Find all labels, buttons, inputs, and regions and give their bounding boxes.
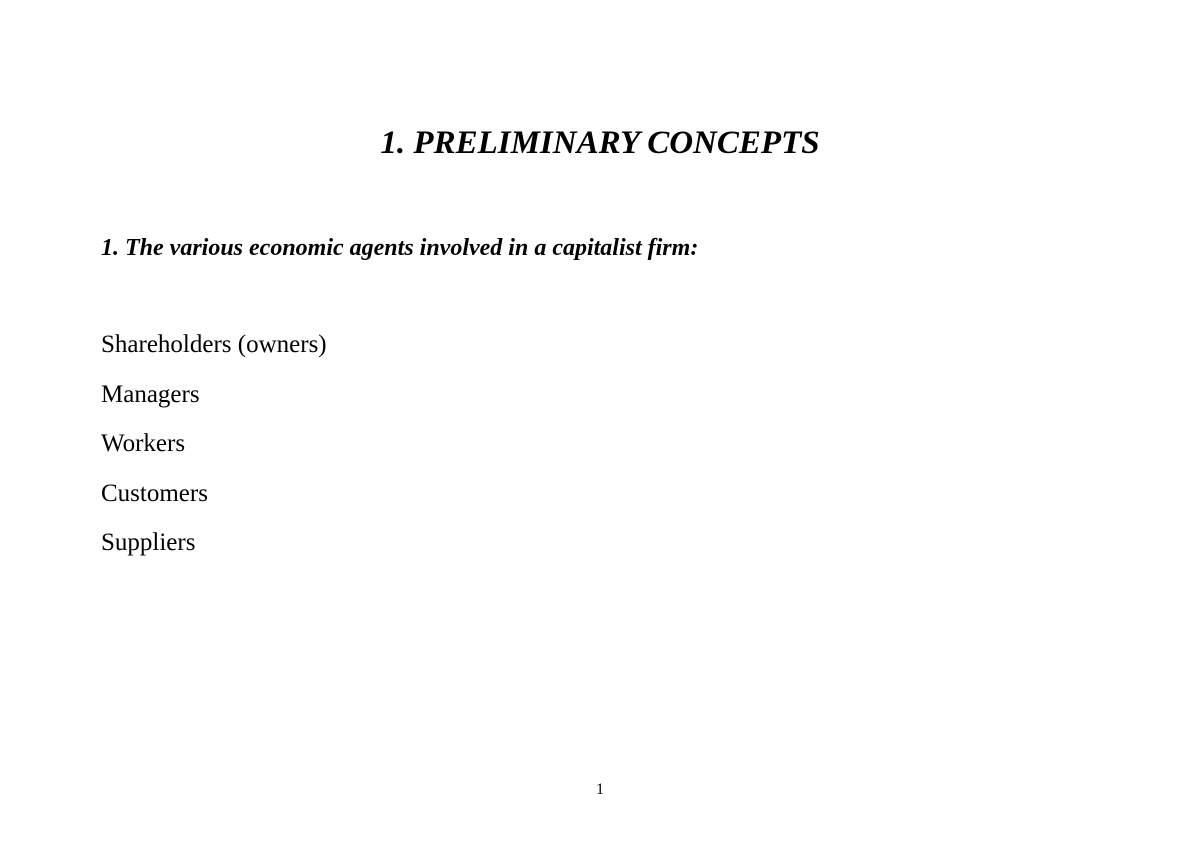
section-heading: 1. The various economic agents involved in a capitalist firm: xyxy=(101,235,699,261)
list-item-customers: Customers xyxy=(101,479,208,507)
list-item-workers: Workers xyxy=(101,430,186,457)
list-item-shareholders: Shareholders (owners) xyxy=(101,331,327,358)
list-item-suppliers: Suppliers xyxy=(101,529,196,556)
page-number: 1 xyxy=(596,781,604,798)
list-item-managers: Managers xyxy=(101,380,200,408)
page-title: 1. PRELIMINARY CONCEPTS xyxy=(380,125,820,161)
agents-list xyxy=(101,327,327,575)
